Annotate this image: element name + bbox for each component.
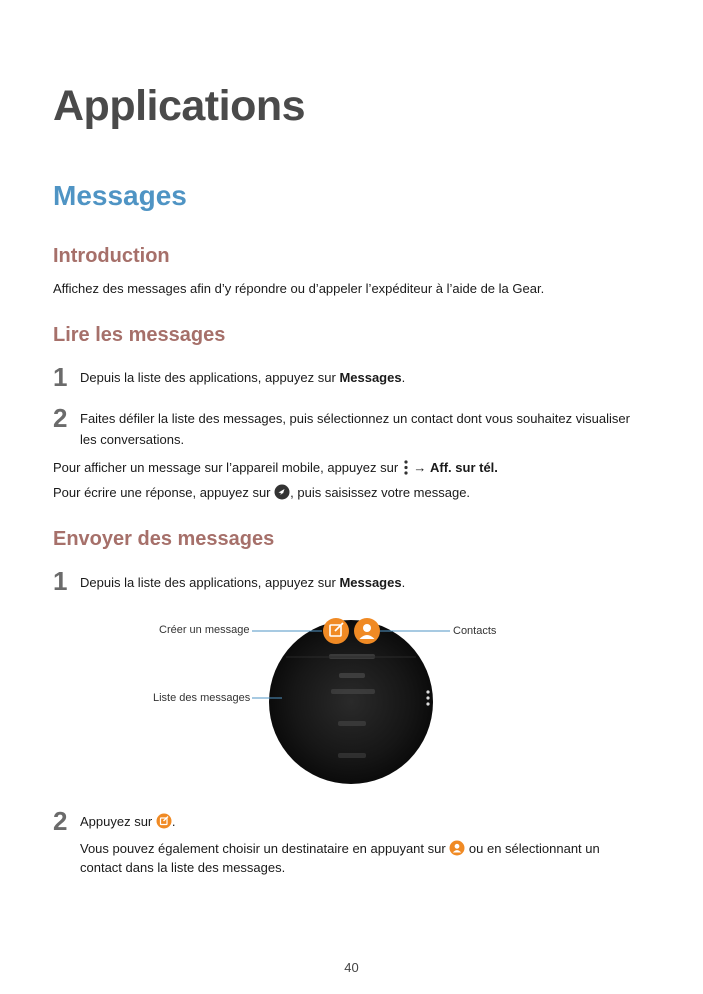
read-heading: Lire les messages <box>53 324 226 346</box>
read-note2 <box>53 482 470 503</box>
compose-button <box>323 618 349 644</box>
reply-icon <box>274 484 290 500</box>
watch-figure <box>0 600 703 790</box>
send-step2-end: . <box>171 814 176 829</box>
send-step2-label: Appuyez sur <box>80 814 156 829</box>
label-create-message: Créer un message <box>159 624 250 636</box>
view-on-phone-bold: Aff. sur tél. <box>430 460 498 475</box>
send-step2-text <box>80 811 176 832</box>
send-step1-label: Depuis la liste des applications, appuyez sur <box>80 575 340 590</box>
send-heading: Envoyer des messages <box>53 528 275 550</box>
send-step2-detail-label: Vous pouvez également choisir un destinataire en appuyant sur <box>80 841 450 856</box>
label-contacts: Contacts <box>453 625 497 637</box>
send-step2-detail-end: ou en sélectionnant un <box>465 841 600 856</box>
messages-bold: Messages <box>339 370 402 385</box>
read-step2-line1: Faites défiler la liste des messages, puis sélectionnez un contact dont vous souhaitez visualiser <box>80 411 630 426</box>
list-row-2 <box>339 673 365 678</box>
send-step2-detail-line2: contact dans la liste des messages. <box>80 860 286 875</box>
read-step1-text <box>80 367 405 388</box>
list-row-4 <box>338 721 366 726</box>
read-note1 <box>53 457 498 478</box>
read-note1-label: Pour afficher un message sur l’appareil mobile, appuyez sur <box>53 460 402 475</box>
label-message-list: Liste des messages <box>153 692 251 704</box>
read-step1-label: Depuis la liste des applications, appuyez sur <box>80 370 340 385</box>
page-title: Applications <box>53 82 306 130</box>
watch-more-icon <box>426 690 429 705</box>
read-step1-end: . <box>401 370 406 385</box>
intro-heading: Introduction <box>53 245 170 267</box>
read-step1-number: 1 <box>53 362 68 392</box>
section-title: Messages <box>53 180 187 211</box>
contacts-button <box>354 618 380 644</box>
intro-text: Affichez des messages afin d’y répondre ou d’appeler l’expéditeur à l’aide de la Gear. <box>53 281 545 296</box>
compose-icon <box>156 813 172 829</box>
send-step2-detail-line1 <box>80 838 600 859</box>
page-number: 40 <box>344 960 359 975</box>
more-options-icon <box>403 460 409 475</box>
contacts-icon <box>449 840 465 856</box>
watch-screen <box>269 620 433 784</box>
list-row-3 <box>331 689 375 694</box>
read-note2-label: Pour écrire une réponse, appuyez sur <box>53 485 275 500</box>
read-note2-end: , puis saisissez votre message. <box>290 485 471 500</box>
read-step2-line2: les conversations. <box>80 432 185 447</box>
arrow-text: → <box>409 460 431 475</box>
send-step1-text <box>80 572 405 593</box>
send-step1-end: . <box>401 575 406 590</box>
send-step2-number: 2 <box>53 806 68 836</box>
send-messages-bold: Messages <box>339 575 402 590</box>
list-row-5 <box>338 753 366 758</box>
read-step2-number: 2 <box>53 403 68 433</box>
send-step1-number: 1 <box>53 566 68 596</box>
